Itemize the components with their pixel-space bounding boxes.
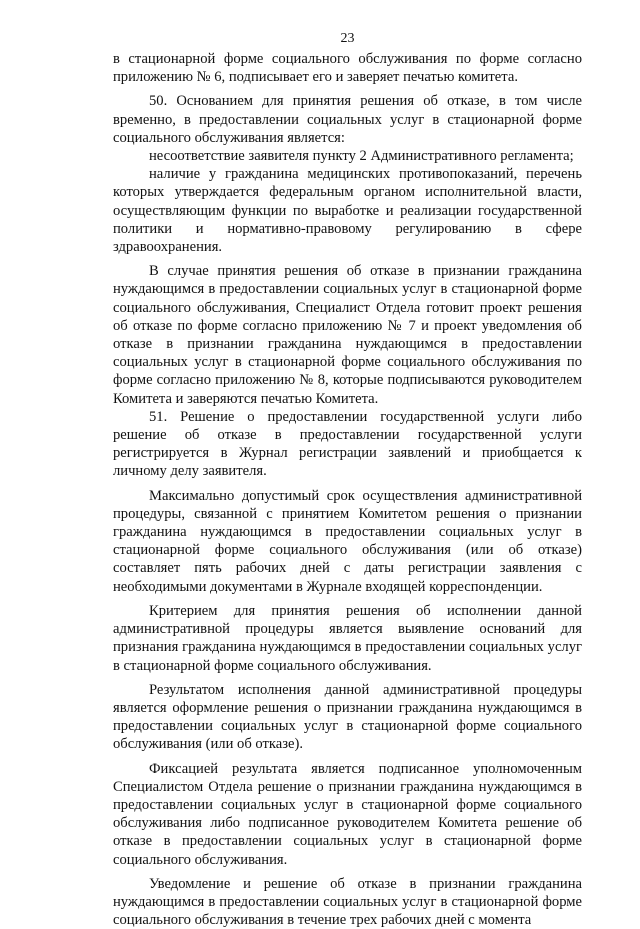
paragraph-6: 51. Решение о предоставлении государственной услуги либо решение об отказе в предоставлении государственной услуги регистрируется в Журнал регистрации заявлений и приобщается к личному делу заявителя. bbox=[113, 408, 582, 480]
paragraph-1: в стационарной форме социального обслуживания по форме согласно приложению № 6, подписывает его и заверяет печатью комитета. bbox=[113, 51, 582, 86]
paragraph-4: наличие у гражданина медицинских противопоказаний, перечень которых утверждается федеральным органом исполнительной власти, осуществляющим функции по выработке и реализации государственной политики и нормативно-правовому регулированию в сфере здравоохранения. bbox=[113, 166, 582, 256]
paragraph-2: 50. Основанием для принятия решения об отказе, в том числе временно, в предоставлении социальных услуг в стационарной форме социального обслуживания является: bbox=[113, 93, 582, 146]
paragraph-5: В случае принятия решения об отказе в признании гражданина нуждающимся в предоставлении социальных услуг в стационарной форме социального обслуживания, Специалист Отдела готовит проект решения об отказе по форме согласно приложению № 7 и проект уведомления об отказе в признании гражданина нуждающимся в предоставлении социальных услуг в стационарной форме социального обслуживания по форме согласно приложению № 8, которые подписываются руководителем Комитета и заверяются печатью Комитета. bbox=[113, 263, 582, 407]
paragraph-7: Максимально допустимый срок осуществления административной процедуры, связанной с принятием Комитетом решения о признании гражданина нуждающимся в предоставлении социальных услуг в стационарной форме социального обслуживания (или об отказе) составляет пять рабочих дней с даты регистрации заявления с необходимыми документами в Журнале входящей корреспонденции. bbox=[113, 487, 582, 595]
paragraph-3: несоответствие заявителя пункту 2 Административного регламента; bbox=[149, 148, 574, 165]
page-number: 23 bbox=[340, 31, 355, 46]
paragraph-9: Результатом исполнения данной административной процедуры является оформление решения о признании гражданина нуждающимся в предоставлении социальных услуг в стационарной форме социального обслуживания (или об отказе). bbox=[113, 681, 582, 753]
paragraph-11: Уведомление и решение об отказе в признании гражданина нуждающимся в предоставлении социальных услуг в стационарной форме социального обслуживания в течение трех рабочих дней с момента bbox=[113, 875, 582, 929]
paragraph-10: Фиксацией результата является подписанное уполномоченным Специалистом Отдела решение о признании гражданина нуждающимся в предоставлении социальных услуг в стационарной форме социального обслуживания либо подписанное руководителем Комитета решение об отказе в предоставлении социальных услуг в стационарной форме социального обслуживания. bbox=[113, 760, 582, 868]
paragraph-8: Критерием для принятия решения об исполнении данной административной процедуры является выявление оснований для признания гражданина нуждающимся в предоставлении социальных услуг в стационарной форме социального обслуживания. bbox=[113, 602, 582, 674]
